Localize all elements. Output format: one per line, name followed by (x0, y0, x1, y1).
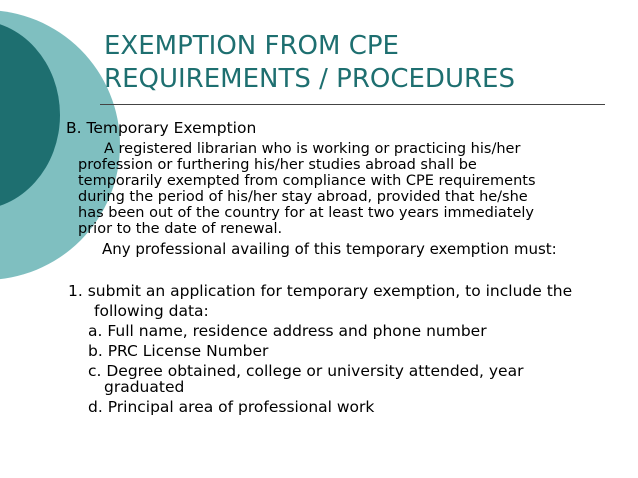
availing-line: Any professional availing of this temporary exemption must: (102, 240, 557, 258)
paragraph-line: prior to the date of renewal. (78, 221, 283, 237)
sub-item-c: c. Degree obtained, college or university attended, year (88, 362, 524, 380)
sub-item-a: a. Full name, residence address and phone number (88, 322, 487, 340)
list-item-1: 1. submit an application for temporary exemption, to include the (68, 282, 573, 300)
paragraph-line: A registered librarian who is working or practicing his/her (104, 141, 521, 157)
sub-item-b: b. PRC License Number (88, 342, 269, 360)
sub-item-d: d. Principal area of professional work (88, 398, 375, 416)
paragraph-line: has been out of the country for at least two years immediately (78, 205, 534, 221)
sub-item-c-cont: graduated (104, 378, 185, 396)
section-heading: B. Temporary Exemption (66, 119, 257, 137)
list-item-1-cont: following data: (94, 302, 209, 320)
title-line-1: EXEMPTION FROM CPE (104, 31, 399, 61)
paragraph-line: during the period of his/her stay abroad, provided that he/she (78, 189, 528, 205)
paragraph-line: profession or furthering his/her studies abroad shall be (78, 157, 477, 173)
slide-title (104, 30, 515, 96)
title-divider (100, 104, 605, 105)
title-line-2: REQUIREMENTS / PROCEDURES (104, 64, 515, 94)
paragraph-line: temporarily exempted from compliance with CPE requirements (78, 173, 536, 189)
